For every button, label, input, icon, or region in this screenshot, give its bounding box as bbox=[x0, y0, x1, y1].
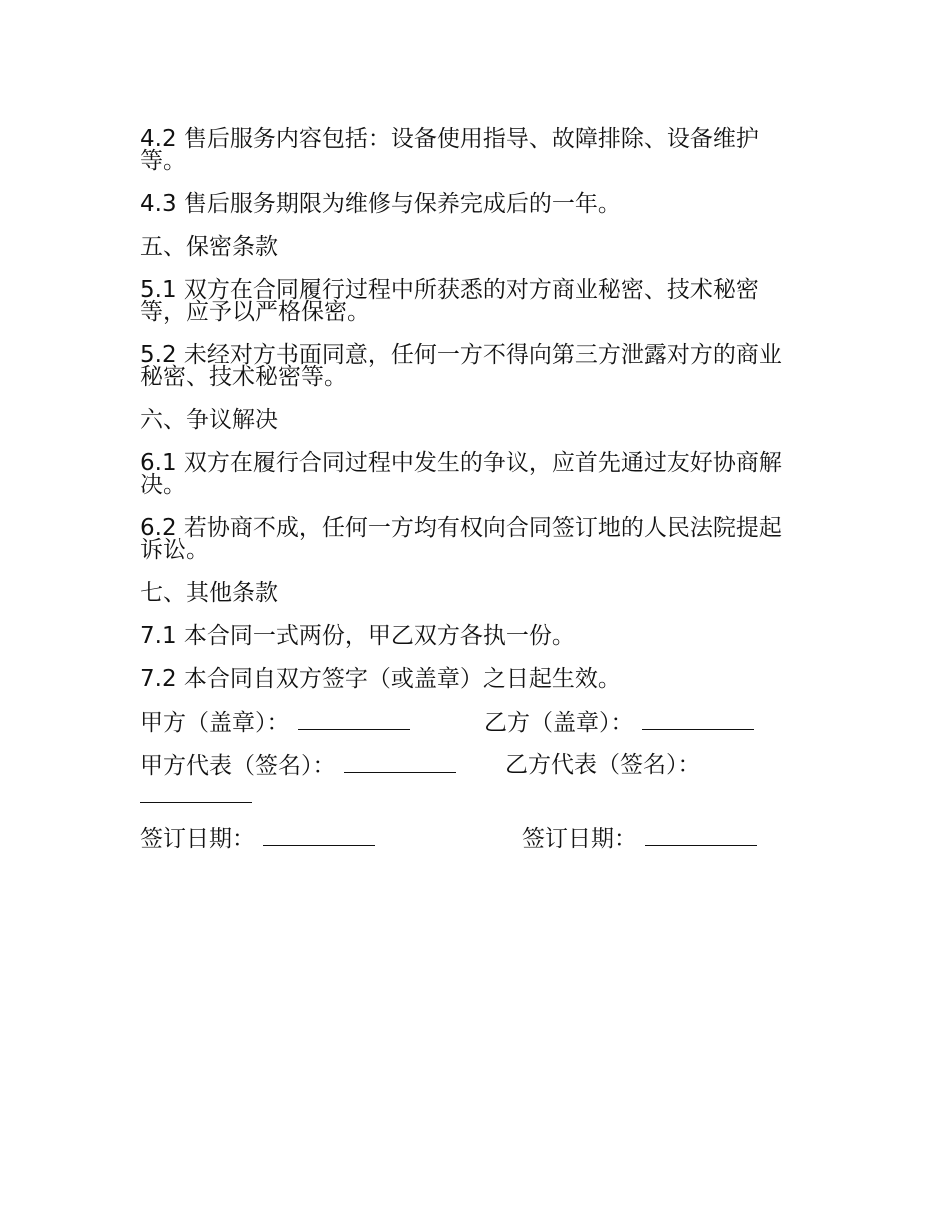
sign-date-b-label: 签订日期： bbox=[522, 826, 637, 852]
party-b-rep-blank-line bbox=[140, 784, 804, 806]
clause-7-1: 7.1 本合同一式两份，甲乙双方各执一份。 bbox=[140, 623, 575, 649]
representative-row bbox=[140, 752, 804, 779]
seal-row bbox=[140, 710, 804, 736]
clause-7-2: 7.2 本合同自双方签字（或盖章）之日起生效。 bbox=[140, 666, 621, 692]
party-b-seal-label: 乙方（盖章）： bbox=[484, 710, 634, 736]
clause-6-2: 6.2 若协商不成，任何一方均有权向合同签订地的人民法院提起诉讼。 bbox=[140, 515, 782, 563]
date-row bbox=[140, 826, 804, 852]
sign-date-b-blank bbox=[645, 827, 757, 846]
clause-5-1: 5.1 双方在合同履行过程中所获悉的对方商业秘密、技术秘密等，应予以严格保密。 bbox=[140, 277, 759, 325]
sign-date-a-label: 签订日期： bbox=[140, 826, 255, 852]
party-a-rep-label: 甲方代表（签名）： bbox=[140, 753, 336, 779]
clause-6-1: 6.1 双方在履行合同过程中发生的争议，应首先通过友好协商解决。 bbox=[140, 450, 782, 498]
party-b-rep-group bbox=[505, 754, 701, 776]
contract-body bbox=[140, 128, 804, 870]
party-a-seal-label: 甲方（盖章）： bbox=[140, 710, 290, 736]
sign-date-b-group bbox=[522, 827, 757, 850]
party-a-rep-blank bbox=[344, 754, 456, 773]
section-heading-confidentiality: 五、保密条款 bbox=[140, 234, 278, 260]
party-b-seal-blank bbox=[642, 711, 754, 730]
clause-4-3: 4.3 售后服务期限为维修与保养完成后的一年。 bbox=[140, 191, 621, 217]
party-b-seal-group bbox=[484, 711, 754, 734]
party-a-seal-blank bbox=[298, 711, 410, 730]
clause-5-2: 5.2 未经对方书面同意，任何一方不得向第三方泄露对方的商业秘密、技术秘密等。 bbox=[140, 342, 782, 390]
section-heading-other: 七、其他条款 bbox=[140, 580, 278, 606]
clause-4-2: 4.2 售后服务内容包括：设备使用指导、故障排除、设备维护等。 bbox=[140, 126, 759, 174]
sign-date-a-blank bbox=[263, 827, 375, 846]
party-b-rep-blank bbox=[140, 784, 252, 803]
section-heading-dispute: 六、争议解决 bbox=[140, 407, 278, 433]
party-b-rep-label: 乙方代表（签名）： bbox=[505, 752, 701, 778]
